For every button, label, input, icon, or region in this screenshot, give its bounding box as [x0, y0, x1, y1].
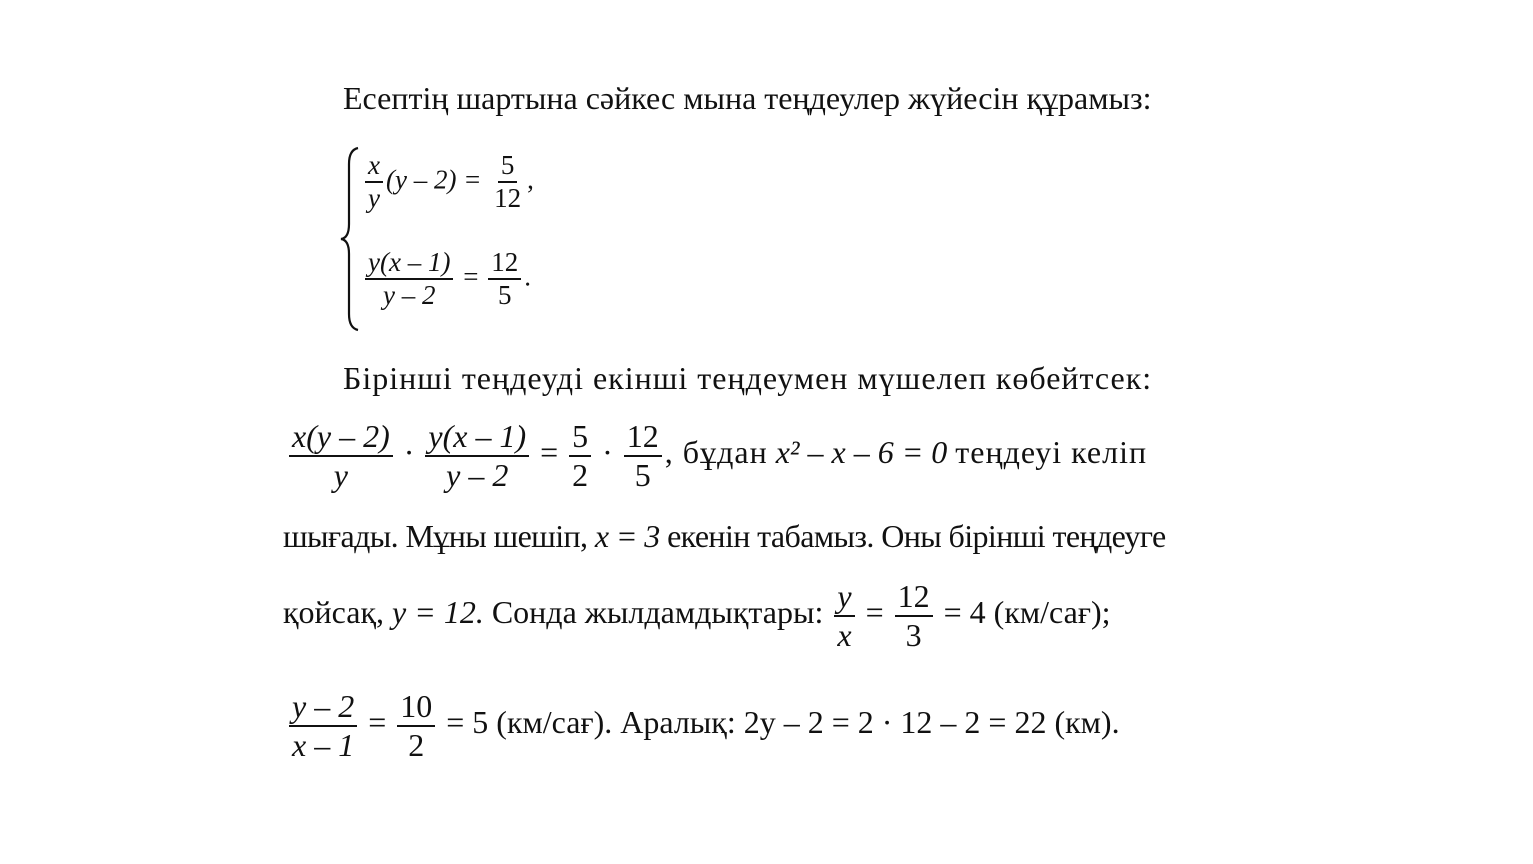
speed1-f2-den: 3 [905, 616, 922, 653]
speed2-unit: (км/сағ). [496, 704, 613, 741]
eq1-mid: (y – 2) = [385, 164, 482, 195]
eq2-mid: = [463, 261, 479, 292]
product-f2-den: y – 2 [446, 456, 509, 493]
speed2-f2-den: 2 [408, 726, 425, 763]
speed2-f1-den: x – 1 [292, 726, 355, 763]
distance-unit: (км). [1054, 704, 1120, 741]
product-dot-1: · [403, 434, 415, 471]
product-f4-den: 5 [634, 456, 651, 493]
eq2-frac-num: y(x – 1) [365, 247, 453, 280]
multiply-text: Бірінші теңдеуді екінші теңдеумен мүшелеп көбейтсек: [343, 360, 1153, 396]
product-f3-den: 2 [572, 456, 589, 493]
system-equation-1 [362, 150, 534, 214]
eq2-frac-den: y – 2 [382, 280, 436, 311]
speed-line-2 [286, 688, 1120, 764]
eq2-end: . [524, 261, 531, 292]
product-f3-num: 5 [569, 418, 591, 457]
speed2-result: = 5 [446, 704, 489, 741]
speed1-unit: (км/сағ); [993, 594, 1111, 631]
intro-text: Есептің шартына сәйкес мына теңдеулер жүйесін құрамыз: [343, 80, 1152, 116]
speed1-text: Сонда жылдамдықтары: [491, 594, 824, 631]
solve-line [283, 518, 1166, 555]
product-f1-den: y [333, 456, 348, 493]
eq2-rhs-den: 5 [497, 280, 512, 311]
speed2-eq: = [368, 704, 387, 741]
solve-x-value: x = 3 [594, 518, 660, 554]
speed2-f2-num: 10 [397, 688, 435, 727]
product-tail-2: теңдеуі келіп [955, 434, 1148, 471]
eq1-frac-den: y [368, 183, 380, 214]
product-eq: = [540, 434, 559, 471]
eq2-rhs-num: 12 [488, 247, 521, 280]
solve-part-2: екенін табамыз. Оны бірінші теңдеуге [667, 518, 1166, 554]
speed1-lead: қойсақ, [283, 594, 385, 631]
system-equation-2 [362, 247, 531, 311]
speed1-f1-num: y [834, 578, 854, 617]
product-f1-num: x(y – 2) [289, 418, 393, 457]
solve-part-1: шығады. Мұны шешіп, [283, 518, 588, 554]
eq1-end: , [527, 164, 534, 195]
eq1-frac-num: x [365, 150, 383, 183]
system-brace [338, 146, 360, 332]
speed1-eq: = [865, 594, 884, 631]
speed1-y-value: y = 12. [392, 594, 484, 631]
distance-expression: 2y – 2 = 2 · 12 – 2 = 22 [743, 704, 1047, 741]
product-dot-2: · [602, 434, 613, 471]
product-tail-1: , бұдан [664, 434, 768, 471]
speed1-f1-den: x [837, 616, 852, 653]
product-f2-num: y(x – 1) [425, 418, 529, 457]
distance-label: Аралық: [620, 704, 736, 741]
speed1-f2-num: 12 [895, 578, 933, 617]
eq1-rhs-den: 12 [494, 183, 522, 214]
product-f4-num: 12 [624, 418, 662, 457]
quadratic-equation: x² – x – 6 = 0 [775, 434, 948, 471]
speed2-f1-num: y – 2 [289, 688, 357, 727]
eq1-rhs-num: 5 [498, 150, 518, 183]
speed-line-1 [283, 578, 1110, 654]
product-equation [286, 418, 1147, 494]
speed1-result: = 4 [943, 594, 986, 631]
